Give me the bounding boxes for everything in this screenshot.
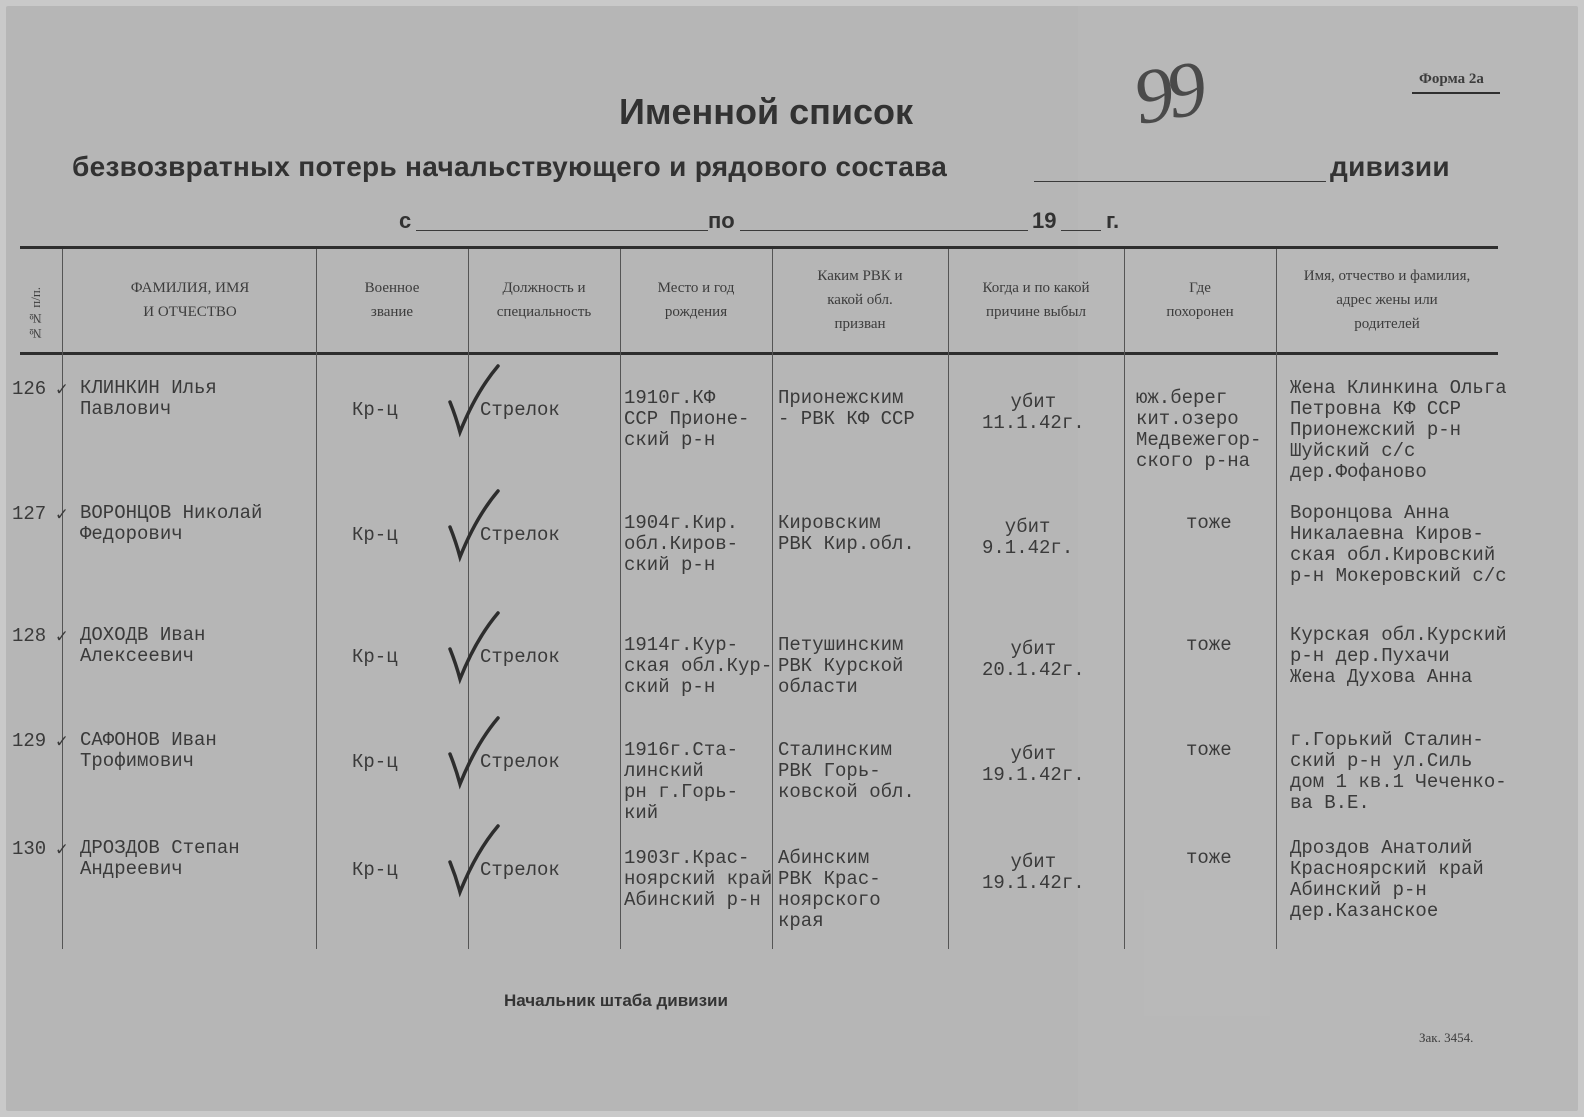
header-birth-line: рождения [664,304,728,320]
rvk-cell-line: РВК Горь- [778,760,881,782]
relatives-cell-line: Шуйский с/с [1290,440,1416,462]
relatives-cell-line: Прионежский р-н [1290,419,1462,441]
header-relatives [1278,264,1496,336]
when-cell-line: убит [1010,638,1057,660]
when-cell [982,639,1085,681]
position-cell: Стрелок [480,751,560,773]
rvk-cell-line: области [778,676,858,698]
relatives-cell [1290,838,1484,922]
header-when-line: Когда и по какой [982,280,1090,296]
name-cell [80,625,205,667]
year-suffix: г. [1106,208,1120,233]
header-rvk-line: призван [834,316,886,332]
when-cell-line: убит [1004,516,1051,538]
rvk-cell-line: - РВК КФ ССР [778,408,915,430]
when-cell-line: 20.1.42г. [982,659,1085,681]
header-rank [318,276,466,324]
rvk-cell-line: РВК Крас- [778,868,881,890]
name-cell-line: ВОРОНЦОВ Николай [80,502,263,524]
relatives-cell-line: г.Горький Сталин- [1290,729,1484,751]
rank-cell: Кр-ц [352,646,398,668]
print-order-number: Зак. 3454. [1419,1030,1474,1045]
rvk-cell-line: Кировским [778,512,881,534]
relatives-cell-line: ская обл.Кировский [1290,544,1496,566]
name-cell-line: Федорович [80,523,183,545]
header-name-line: И ОТЧЕСТВО [143,304,237,320]
relatives-cell-line: ва В.Е. [1290,792,1370,814]
column-divider [620,249,621,949]
when-cell-line: убит [1010,743,1057,765]
name-cell-line: Андреевич [80,858,183,880]
header-position-line: Должность и [502,280,586,296]
row-tick-icon: ✓ [56,839,68,861]
header-rvk-line: Каким РВК и [817,268,903,284]
buried-cell-line: тоже [1186,634,1232,656]
row-number: 127 [12,503,47,525]
birth-cell-line: 1916г.Ста- [624,739,739,761]
name-cell [80,730,217,772]
birth-cell [624,848,772,911]
birth-cell-line: 1914г.Кур- [624,634,739,656]
relatives-cell-line: дом 1 кв.1 Чеченко- [1290,771,1507,793]
when-cell-line: убит [1010,851,1057,873]
relatives-cell-line: дер.Фофаново [1290,461,1427,483]
rvk-cell [778,740,915,803]
relatives-cell-line: Курская обл.Курский [1290,624,1507,646]
row-number: 128 [12,625,47,647]
position-cell: Стрелок [480,646,560,668]
header-rank-line: звание [370,304,414,320]
relatives-cell [1290,730,1507,814]
when-cell-line: 19.1.42г. [982,764,1085,786]
rank-cell: Кр-ц [352,751,398,773]
buried-cell [1186,635,1232,656]
rank-cell: Кр-ц [352,399,398,421]
when-cell [982,392,1085,434]
relatives-cell-line: Жена Духова Анна [1290,666,1473,688]
when-cell-line: убит [1010,391,1057,413]
header-relatives-line: родителей [1354,316,1420,332]
when-cell [982,517,1073,559]
document-title: Именной список [618,91,914,132]
name-cell [80,838,240,880]
birth-cell-line: ский р-н [624,676,716,698]
name-cell-line: ДОХОДВ Иван [80,624,206,646]
birth-cell-line: 1903г.Крас- [624,847,750,869]
relatives-cell-line: Дроздов Анатолий [1290,837,1473,859]
header-rvk-line: какой обл. [827,292,893,308]
rvk-cell-line: Петушинским [778,634,904,656]
birth-cell-line: 1910г.КФ [624,387,716,409]
header-when-line: причине выбыл [986,304,1086,320]
rvk-cell [778,848,881,932]
buried-cell-line: юж.берег [1136,387,1228,409]
birth-cell-line: ССР Прионе- [624,408,750,430]
birth-cell-line: линский [624,760,704,782]
birth-cell-line: ноярский край [624,868,773,890]
header-position-line: специальность [496,304,592,320]
subtitle-left: безвозвратных потерь начальствующего и рядового состава [72,151,948,182]
header-when [950,276,1122,324]
form-number: Форма 2а [1419,71,1484,87]
buried-cell [1186,740,1232,761]
rvk-cell-line: Сталинским [778,739,893,761]
birth-cell [624,740,738,824]
row-number: 126 [12,378,47,400]
date-to-blank [740,230,1028,231]
header-birth [622,276,770,324]
rvk-cell-line: Прионежским [778,387,904,409]
birth-cell-line: кий [624,802,659,824]
relatives-cell [1290,503,1507,587]
header-name-line: ФАМИЛИЯ, ИМЯ [130,280,250,296]
birth-cell-line: рн г.Горь- [624,781,739,803]
row-number: 130 [12,838,47,860]
column-divider [1124,249,1125,949]
name-cell-line: ДРОЗДОВ Степан [80,837,240,859]
column-divider [772,249,773,949]
name-cell-line: Трофимович [80,750,195,772]
header-rank-line: Военное [364,280,420,296]
buried-cell [1136,388,1261,472]
date-to-label: по [708,208,735,233]
when-cell-line: 19.1.42г. [982,872,1085,894]
relatives-cell-line: Никалаевна Киров- [1290,523,1484,545]
row-tick-icon: ✓ [56,731,68,753]
rvk-cell [778,388,915,430]
buried-cell-line: тоже [1186,847,1232,869]
year-prefix: 19 [1032,208,1057,233]
rvk-cell [778,635,903,698]
when-cell-line: 11.1.42г. [982,412,1085,434]
when-cell [982,852,1085,894]
position-cell: Стрелок [480,399,560,421]
relatives-cell-line: р-н дер.Пухачи [1290,645,1450,667]
date-from-label: с [399,208,412,233]
relatives-cell-line: дер.Казанское [1290,900,1439,922]
when-cell-line: 9.1.42г. [982,537,1074,559]
header-position [470,276,618,324]
year-blank [1061,230,1101,231]
relatives-cell-line: Красноярский край [1290,858,1484,880]
column-divider [316,249,317,949]
birth-cell-line: ский р-н [624,554,716,576]
relatives-cell-line: Петровна КФ ССР [1290,398,1462,420]
rank-cell: Кр-ц [352,859,398,881]
column-divider [948,249,949,949]
header-relatives-line: адрес жены или [1336,292,1438,308]
buried-cell-line: кит.озеро [1136,408,1239,430]
birth-cell [624,635,772,698]
name-cell-line: КЛИНКИН Илья [80,377,217,399]
buried-cell-line: ского р-на [1136,450,1251,472]
column-divider [1276,249,1277,949]
birth-cell-line: 1904г.Кир. [624,512,739,534]
name-cell [80,378,217,420]
birth-cell-line: Абинский р-н [624,889,761,911]
when-cell [982,744,1085,786]
date-from-blank [416,230,708,231]
relatives-cell [1290,378,1507,483]
buried-cell-line: Медвежегор- [1136,429,1262,451]
rvk-cell [778,513,915,555]
header-buried [1126,276,1274,324]
chief-of-staff-signature-line: Начальник штаба дивизии [504,991,728,1010]
rvk-cell-line: края [778,910,824,932]
row-tick-icon: ✓ [56,504,68,526]
header-buried-line: Где [1189,280,1211,296]
header-buried-line: похоронен [1166,304,1234,320]
header-relatives-line: Имя, отчество и фамилия, [1303,268,1471,284]
name-cell-line: Павлович [80,398,172,420]
relatives-cell-line: Воронцова Анна [1290,502,1450,524]
birth-cell [624,513,738,576]
birth-cell-line: ский р-н [624,429,716,451]
row-tick-icon: ✓ [56,379,68,401]
row-number: 129 [12,730,47,752]
birth-cell [624,388,749,451]
header-birth-line: Место и год [657,280,735,296]
relatives-cell-line: ский р-н ул.Силь [1290,750,1473,772]
relatives-cell-line: Жена Клинкина Ольга [1290,377,1507,399]
name-cell [80,503,262,545]
relatives-cell [1290,625,1507,688]
buried-cell [1186,513,1232,534]
division-blank-line [1034,181,1326,182]
name-cell-line: САФОНОВ Иван [80,729,217,751]
rvk-cell-line: РВК Курской [778,655,904,677]
header-num: №№ п/п. [28,286,43,342]
document-subtitle [72,151,947,183]
birth-cell-line: ская обл.Кур- [624,655,773,677]
rvk-cell-line: РВК Кир.обл. [778,533,915,555]
document-sheet [6,6,1578,1111]
buried-cell [1186,848,1232,869]
relatives-cell-line: р-н Мокеровский с/с [1290,565,1507,587]
header-rvk [774,264,946,336]
position-cell: Стрелок [480,859,560,881]
rank-cell: Кр-ц [352,524,398,546]
buried-cell-line: тоже [1186,739,1232,761]
rvk-cell-line: ковской обл. [778,781,915,803]
handwritten-page-number: 99 [1126,43,1207,142]
relatives-cell-line: Абинский р-н [1290,879,1427,901]
row-tick-icon: ✓ [56,626,68,648]
rvk-cell-line: ноярского [778,889,881,911]
rvk-cell-line: Абинским [778,847,870,869]
header-name [66,276,314,324]
subtitle-right: дивизии [1330,151,1450,182]
birth-cell-line: обл.Киров- [624,533,739,555]
buried-cell-line: тоже [1186,512,1232,534]
position-cell: Стрелок [480,524,560,546]
name-cell-line: Алексеевич [80,645,195,667]
